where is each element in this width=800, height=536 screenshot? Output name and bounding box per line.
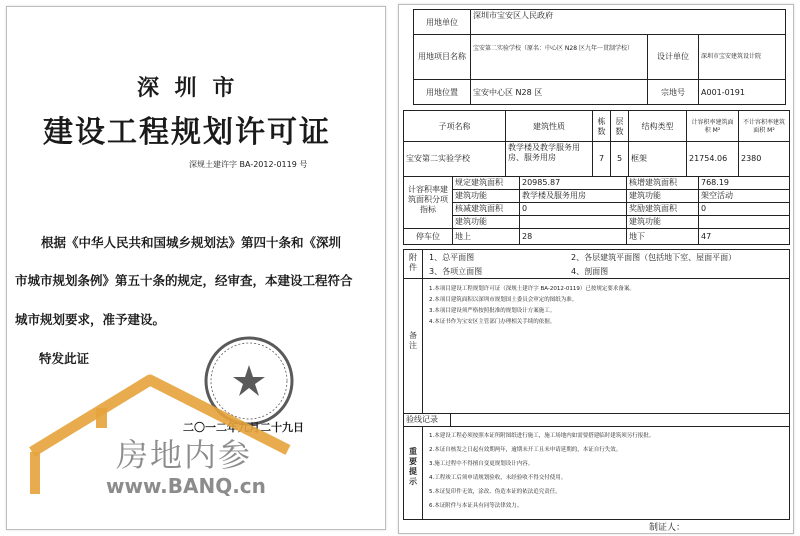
- permit-title: 建设工程规划许可证: [43, 115, 331, 150]
- building-levels: 5: [610, 141, 629, 177]
- sub-r3-b: 0: [519, 202, 627, 216]
- land-user-label: 用地单位: [413, 9, 471, 35]
- notice-line-6: 6.本证附件与本证具有同等法律效力。: [429, 503, 523, 509]
- sub-r3-d: 0: [698, 202, 790, 216]
- header-subitem: 子项名称: [403, 110, 506, 142]
- parking-above-label: 地上: [452, 228, 520, 245]
- permit-number: 深规土建许字 BA-2012-0119 号: [189, 160, 308, 169]
- issue-date: 二〇一二年九月二十九日: [183, 421, 304, 434]
- building-name: 宝安第二实验学校: [403, 141, 506, 177]
- attachment-4: 4、剖面图: [571, 267, 609, 276]
- attachment-3: 3、各项立面图: [429, 267, 483, 276]
- parcel-value: A001-0191: [698, 79, 786, 105]
- watermark-url: www.BANQ.cn: [106, 474, 266, 498]
- parking-label: 停车位: [403, 228, 453, 245]
- issuer-label: 制证人：: [649, 523, 686, 533]
- sub-r2-b: 教学楼及服务用房: [519, 189, 627, 203]
- sub-r4-b: [519, 215, 627, 229]
- building-floors: 7: [592, 141, 611, 177]
- body-line-1: 根据《中华人民共和国城乡规划法》第四十条和《深圳: [41, 235, 342, 250]
- watermark-text-cn: 房地内参: [116, 436, 253, 474]
- remarks-label: 备注: [403, 278, 423, 414]
- header-structure: 结构类型: [628, 110, 687, 142]
- sub-r3-a: 核减建筑面积: [452, 202, 520, 216]
- parcel-label: 宗地号: [647, 79, 699, 105]
- body-line-3: 城市规划要求，准予建设。: [15, 312, 166, 327]
- watermark: [26, 372, 346, 502]
- subindicator-label: 计容积率建筑面积分项指标: [403, 176, 453, 229]
- important-notice-label: 重要提示: [403, 426, 423, 520]
- remark-line-3: 3.本项目建设须严格按照批准的规划设计方案施工。: [429, 308, 556, 314]
- sub-r1-c: 核增建筑面积: [626, 176, 699, 190]
- design-unit-label: 设计单位: [647, 34, 699, 80]
- sub-r1-b: 20985.87: [519, 176, 627, 190]
- sub-r4-a: 建筑功能: [452, 215, 520, 229]
- project-name-label: 用地项目名称: [413, 34, 471, 80]
- parking-below-value: 47: [698, 228, 790, 245]
- building-far-area: 21754.06: [686, 141, 739, 177]
- design-unit-value: 深圳市宝安建筑设计院: [698, 34, 786, 80]
- notice-line-3: 3.施工过程中不得擅自变更规划设计内容。: [429, 461, 534, 467]
- sub-r1-d: 768.19: [698, 176, 790, 190]
- land-user-value: 深圳市宝安区人民政府: [470, 9, 786, 35]
- building-nonfar-area: 2380: [738, 141, 790, 177]
- project-name-value: 宝安第二实验学校（原名：中心区 N28 区九年一贯制学校）: [470, 34, 648, 80]
- city-name: 深 圳 市: [137, 76, 239, 101]
- location-value: 宝安中心区 N28 区: [470, 79, 648, 105]
- sub-r2-d: 架空活动: [698, 189, 790, 203]
- sub-r3-c: 奖励建筑面积: [626, 202, 699, 216]
- certification-label: 特发此证: [39, 351, 90, 366]
- building-nature: 教学楼及教学服务用房、服务用房: [505, 141, 593, 177]
- inspection-record-box: [450, 413, 790, 427]
- sub-r4-c: 建筑功能: [626, 215, 699, 229]
- permit-detail-page: [398, 4, 794, 534]
- sub-r1-a: 规定建筑面积: [452, 176, 520, 190]
- notice-line-4: 4.工程竣工后须申请规划验收，未经验收不得交付使用。: [429, 475, 567, 481]
- attachments-label: 附件: [403, 249, 423, 279]
- header-levels: 层数: [610, 110, 629, 142]
- remark-line-4: 4.本证书作为宝安区主管部门办理相关手续的依据。: [429, 319, 556, 325]
- header-floors: 栋数: [592, 110, 611, 142]
- notice-line-5: 5.本证复印件无效，涂改、伪造本证的依法追究责任。: [429, 489, 561, 495]
- inspection-record-label: 验线记录: [403, 413, 451, 427]
- remark-line-1: 1.本项目建设工程规划许可证（深规土建许字 BA-2012-0119）已按规定要求备案。: [429, 286, 635, 292]
- attachment-2: 2、各层建筑平面图（包括地下室、屋面平面）: [571, 253, 737, 262]
- header-nature: 建筑性质: [505, 110, 593, 142]
- header-nonfar-area: 不计容积率建筑面积 M²: [738, 110, 790, 142]
- notice-line-1: 1.本建设工程必须按照本证所附图纸进行施工，施工场地内如需要搭建临时建筑须另行报批。: [429, 433, 655, 439]
- parking-below-label: 地下: [626, 228, 699, 245]
- sub-r4-d: [698, 215, 790, 229]
- sub-r2-c: 建筑功能: [626, 189, 699, 203]
- body-line-2: 市城市规划条例》第五十条的规定，经审查，本建设工程符合: [15, 273, 353, 288]
- building-structure: 框架: [628, 141, 687, 177]
- location-label: 用地位置: [413, 79, 471, 105]
- notice-line-2: 2.本证自核发之日起有效期两年，逾期未开工且未申请延期的，本证自行失效。: [429, 447, 622, 453]
- remark-line-2: 2.本项目建筑面积以深圳市规划国土委员会审定的图纸为准。: [429, 297, 578, 303]
- sub-r2-a: 建筑功能: [452, 189, 520, 203]
- header-far-area: 计容积率建筑面积 M²: [686, 110, 739, 142]
- parking-above-value: 28: [519, 228, 627, 245]
- attachment-1: 1、总平面图: [429, 253, 475, 262]
